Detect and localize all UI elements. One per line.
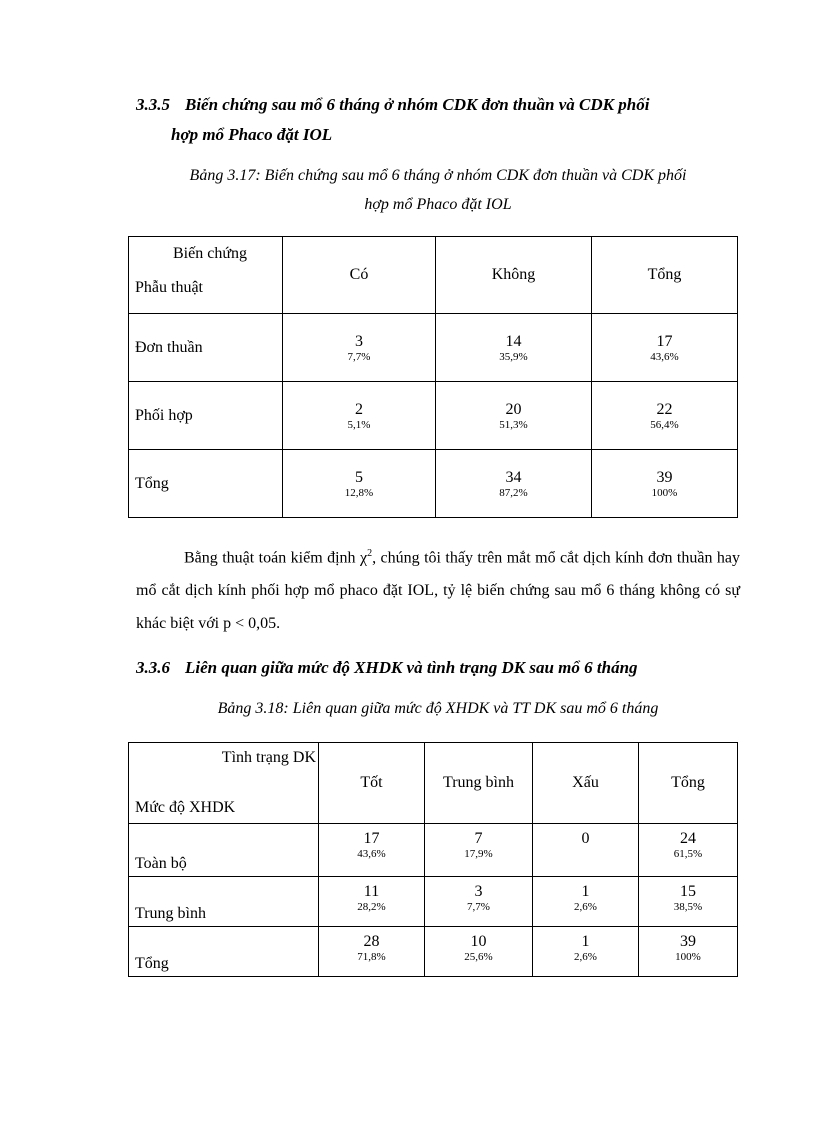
table-cell	[283, 314, 436, 382]
table-cell	[533, 824, 639, 877]
cell-percent: 17,9%	[464, 848, 493, 860]
table-cell	[639, 927, 738, 977]
caption-line1: Bảng 3.17: Biến chứng sau mổ 6 tháng ở nhóm CDK đơn thuần và CDK phối	[189, 167, 687, 184]
row-label: Tổng	[129, 927, 319, 977]
section-title-line2: hợp mổ Phaco đặt IOL	[171, 125, 333, 144]
cell-count: 3	[355, 332, 363, 350]
column-header: Tổng	[592, 237, 738, 314]
cell-percent: 56,4%	[650, 418, 679, 431]
table-cell	[319, 927, 425, 977]
table-cell	[592, 450, 738, 518]
table-row	[129, 314, 738, 382]
cell-count: 0	[581, 830, 590, 847]
diagonal-header-cell	[129, 237, 283, 314]
header-top-label: Tình trạng DK	[221, 749, 316, 766]
row-label: Phối hợp	[129, 382, 283, 450]
table-row	[129, 450, 738, 518]
cell-percent: 2,6%	[574, 901, 597, 913]
table-row	[129, 927, 738, 977]
section-title: Liên quan giữa mức độ XHDK và tình trạng DK sau mổ 6 tháng	[185, 658, 638, 677]
row-label: Trung bình	[129, 877, 319, 927]
cell-percent: 43,6%	[357, 848, 386, 860]
cell-percent: 71,8%	[357, 951, 386, 963]
table-caption-3-17	[136, 161, 740, 219]
cell-percent: 7,7%	[467, 901, 490, 913]
cell-count: 7	[474, 830, 483, 847]
cell-count: 17	[363, 830, 380, 847]
caption-line: Bảng 3.18: Liên quan giữa mức độ XHDK và TT DK sau mổ 6 tháng	[217, 700, 659, 717]
cell-count: 11	[363, 883, 380, 900]
paragraph-superscript: 2	[367, 548, 373, 559]
table-cell	[533, 877, 639, 927]
cell-count: 14	[505, 332, 522, 350]
cell-percent: 87,2%	[499, 486, 528, 499]
section-heading-3-3-6	[136, 653, 740, 683]
table-cell	[319, 824, 425, 877]
table-header-row	[129, 237, 738, 314]
cell-count: 1	[581, 933, 590, 950]
cell-count: 22	[656, 400, 673, 418]
row-label: Tổng	[129, 450, 283, 518]
table-cell	[425, 824, 533, 877]
cell-percent: 38,5%	[673, 901, 703, 913]
cell-count: 10	[470, 933, 487, 950]
cell-percent: 61,5%	[673, 848, 703, 860]
cell-count: 20	[505, 400, 522, 418]
table-cell	[425, 927, 533, 977]
cell-count: 1	[581, 883, 590, 900]
table-row	[129, 877, 738, 927]
cell-percent: 28,2%	[357, 901, 386, 913]
section-number: 3.3.5	[136, 95, 170, 114]
column-header: Có	[283, 237, 436, 314]
cell-percent: 43,6%	[650, 350, 679, 363]
table-cell	[436, 382, 592, 450]
cell-count: 15	[680, 883, 696, 900]
row-label: Toàn bộ	[129, 824, 319, 877]
cell-percent: 2,6%	[574, 951, 597, 963]
paragraph-part1: Bằng thuật toán kiểm định χ	[184, 549, 368, 567]
cell-count: 39	[680, 933, 696, 950]
cell-count: 39	[656, 468, 673, 486]
header-bottom-label: Mức độ XHDK	[135, 799, 236, 816]
header-top-label: Biến chứng	[173, 245, 247, 262]
table-cell	[425, 877, 533, 927]
table-cell	[592, 314, 738, 382]
cell-percent: 12,8%	[344, 486, 374, 499]
cell-count: 3	[474, 883, 483, 900]
row-label: Đơn thuần	[129, 314, 283, 382]
table-header-row	[129, 743, 738, 824]
section-number: 3.3.6	[136, 658, 170, 677]
table-cell	[533, 927, 639, 977]
cell-percent: 51,3%	[499, 418, 528, 431]
table-row	[129, 824, 738, 877]
cell-percent: 5,1%	[347, 418, 371, 431]
column-header: Tốt	[319, 743, 425, 824]
cell-percent: 25,6%	[464, 951, 493, 963]
column-header: Tổng	[639, 743, 738, 824]
caption-line2: hợp mổ Phaco đặt IOL	[364, 196, 512, 213]
header-bottom-label: Phẫu thuật	[135, 279, 203, 296]
table-caption-3-18	[136, 694, 740, 723]
table-row	[129, 382, 738, 450]
column-header: Trung bình	[425, 743, 533, 824]
column-header: Xấu	[533, 743, 639, 824]
table-cell	[592, 382, 738, 450]
table-cell	[436, 314, 592, 382]
cell-count: 24	[680, 830, 696, 847]
section-title-line1: Biến chứng sau mổ 6 tháng ở nhóm CDK đơn thuần và CDK phối	[185, 95, 650, 114]
column-header: Không	[436, 237, 592, 314]
table-cell	[283, 382, 436, 450]
cell-count: 28	[363, 933, 380, 950]
cell-percent: 100%	[675, 951, 701, 963]
cell-count: 17	[656, 332, 673, 350]
cell-percent: 7,7%	[347, 350, 371, 363]
table-3-17	[128, 236, 738, 518]
table-cell	[319, 877, 425, 927]
cell-percent: 100%	[651, 486, 678, 499]
table-cell	[436, 450, 592, 518]
cell-percent: 35,9%	[499, 350, 528, 363]
section-heading-3-3-5	[136, 90, 740, 150]
table-cell	[639, 824, 738, 877]
body-paragraph	[136, 537, 740, 640]
table-cell	[639, 877, 738, 927]
cell-count: 5	[355, 468, 363, 486]
paragraph-part2: , chúng tôi thấy trên mắt mổ cắt dịch kính đơn thuần hay mổ cắt dịch kính phối hợp mổ phaco đặt IOL, tỷ lệ biến chứng sau mổ 6 tháng không có sự khác biệt với p < 0,05.	[136, 549, 740, 633]
table-3-18	[128, 742, 738, 977]
cell-count: 34	[505, 468, 522, 486]
table-cell	[283, 450, 436, 518]
diagonal-header-cell	[129, 743, 319, 824]
cell-count: 2	[355, 400, 363, 418]
